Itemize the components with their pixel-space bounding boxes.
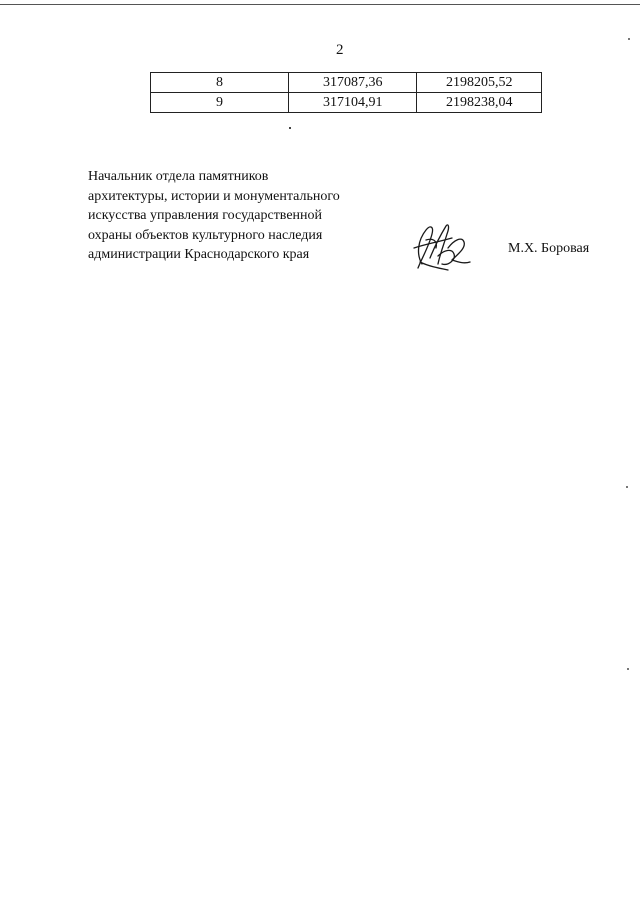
signatory-title-line: Начальник отдела памятников xyxy=(88,169,269,184)
point-number-cell: 8 xyxy=(151,73,289,93)
signatory-title-line: искусства управления государственной xyxy=(88,208,323,223)
y-coordinate-cell: 2198238,04 xyxy=(417,93,542,113)
handwritten-signature xyxy=(408,218,474,274)
page-number: 2 xyxy=(336,42,344,58)
signatory-title-line: администрации Краснодарского края xyxy=(88,247,310,262)
table-row xyxy=(151,93,542,113)
point-number-cell: 9 xyxy=(151,93,289,113)
signer-name: М.Х. Боровая xyxy=(508,241,590,256)
x-coordinate-cell: 317104,91 xyxy=(288,93,416,113)
scan-speck xyxy=(289,127,291,129)
coordinates-table xyxy=(150,72,542,113)
signatory-title-line: архитектуры, истории и монументального xyxy=(88,188,340,204)
signatory-title-line: охраны объектов культурного наследия xyxy=(88,227,323,243)
top-edge-line xyxy=(0,4,640,5)
x-coordinate-cell: 317087,36 xyxy=(288,73,416,93)
table-row xyxy=(151,73,542,93)
scan-speck xyxy=(627,668,629,670)
signatory-title xyxy=(88,167,340,265)
scan-speck xyxy=(628,38,630,40)
y-coordinate-cell: 2198205,52 xyxy=(417,73,542,93)
scan-speck xyxy=(626,486,628,488)
